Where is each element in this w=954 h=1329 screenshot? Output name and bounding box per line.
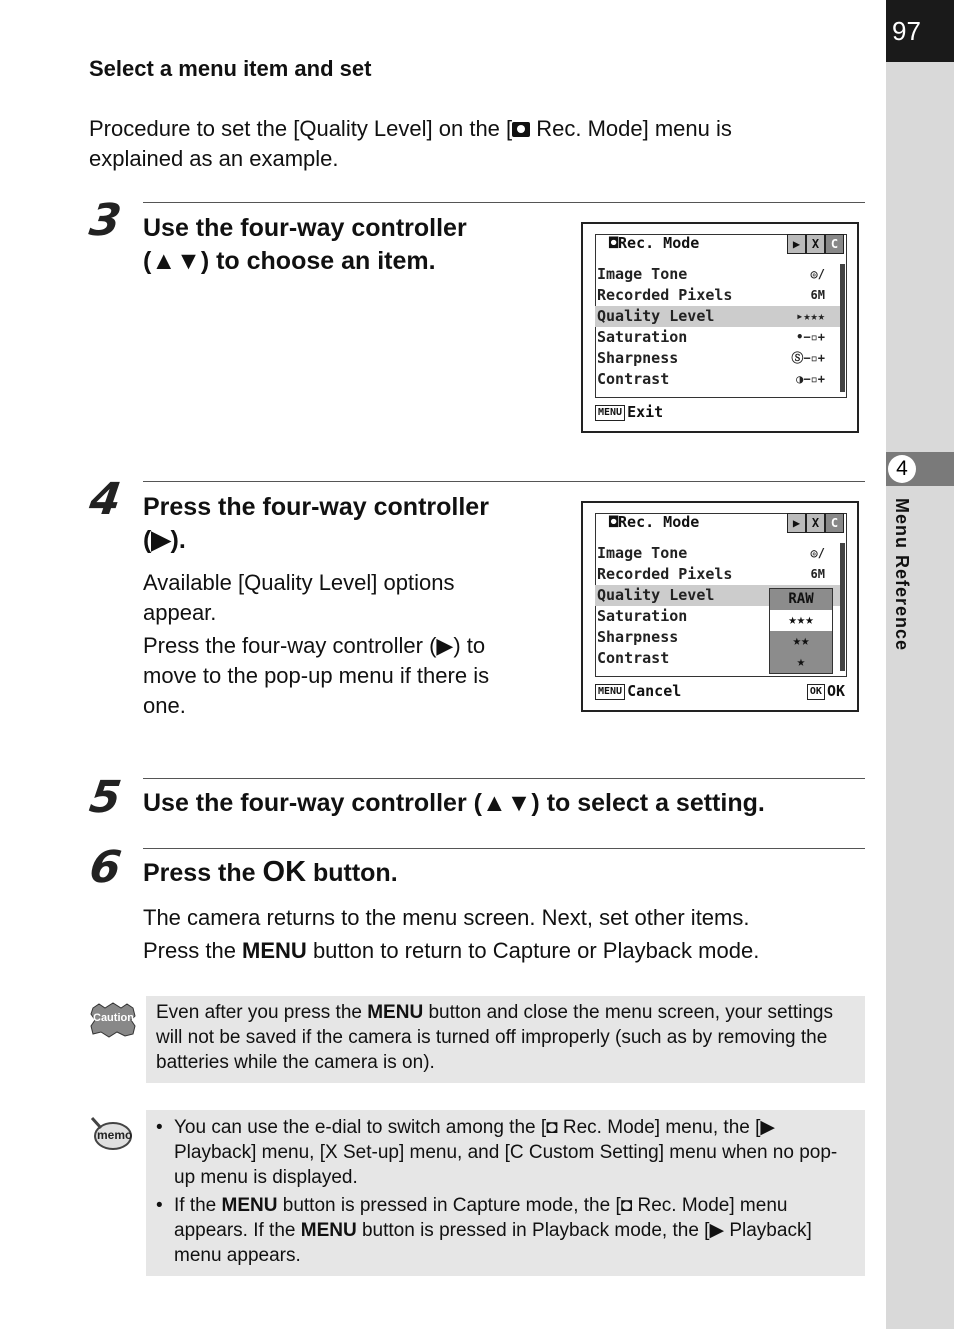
- popup-option: ★★: [792, 633, 810, 649]
- lcd-tabs: [787, 234, 844, 254]
- lcd-scrollbar: [840, 543, 845, 671]
- step-4-title: [143, 491, 489, 557]
- menu-label: MENU: [221, 1195, 278, 1216]
- popup-option: RAW: [788, 591, 814, 607]
- lcd-item: Sharpness: [597, 628, 679, 646]
- menu-label: MENU: [367, 1002, 424, 1023]
- lcd-item: Contrast: [597, 649, 670, 667]
- step-4-para-2: Press the four-way controller (▶) to move to the pop-up menu if there is one.: [143, 633, 490, 718]
- step-number-5: 5: [86, 772, 125, 823]
- page-number: 97: [886, 0, 954, 62]
- caution-text: Even after you press the MENU button and close the menu screen, your settings will not be saved if the camera is turned off improperly (such as by removing the batteries while the camera is on).: [156, 1002, 833, 1073]
- side-margin-bar: [886, 0, 954, 1329]
- chapter-number: 4: [888, 455, 916, 483]
- step-divider: [143, 481, 865, 482]
- setup-tab-icon: X: [806, 234, 825, 254]
- lcd-item: Sharpness Ⓢ−▫+: [597, 349, 825, 367]
- menu-label: MENU: [300, 1220, 357, 1241]
- quality-popup-menu: [769, 588, 833, 674]
- popup-option-selected: ★★★: [770, 610, 832, 631]
- step-number-6: 6: [86, 842, 125, 893]
- step-4-para-1: Available [Quality Level] options appear.: [143, 570, 455, 625]
- step-4-title-line2: (▶).: [143, 526, 186, 554]
- menu-button-icon: MENU: [595, 405, 625, 421]
- intro-paragraph: [89, 114, 829, 174]
- step-5-title: Use the four-way controller (▲▼) to select a setting.: [143, 789, 765, 817]
- step-6-para-1: The camera returns to the menu screen. Next, set other items.: [143, 905, 750, 930]
- playback-tab-icon: ▶: [787, 234, 806, 254]
- lcd-item: Saturation •−▫+: [597, 328, 825, 346]
- lcd-title: ◘Rec. Mode: [609, 234, 700, 252]
- memo-bullet: • You can use the e-dial to switch among the [◘ Rec. Mode] menu, the [▶ Playback] menu, [X Set-up] menu, and [C Custom Setting] menu when no pop-up menu is displayed.: [156, 1117, 838, 1188]
- lcd-footer: MENU Cancel: [595, 682, 681, 700]
- camera-icon: [512, 122, 530, 137]
- menu-label: MENU: [242, 938, 307, 963]
- step-divider: [143, 202, 865, 203]
- lcd-tabs: [787, 513, 844, 533]
- memo-bullet: • If the MENU button is pressed in Capture mode, the [◘ Rec. Mode] menu appears. If the MENU button is pressed in Playback mode, the [▶ Playback] menu appears.: [156, 1195, 812, 1266]
- camera-menu-screen-1: [581, 222, 859, 433]
- step-3-title-line2: (▲▼) to choose an item.: [143, 247, 436, 275]
- step-3-title: [143, 212, 467, 278]
- playback-tab-icon: ▶: [787, 513, 806, 533]
- step-divider: [143, 778, 865, 779]
- ok-button-icon: OK: [807, 684, 825, 700]
- ok-label: OK: [262, 856, 307, 888]
- lcd-scrollbar: [840, 264, 845, 392]
- memo-icon: memo: [89, 1116, 133, 1152]
- step-6-title: Press the OK button.: [143, 856, 398, 888]
- lcd-item: Saturation: [597, 607, 688, 625]
- intro-text-2: Rec. Mode] menu is explained as an example.: [89, 116, 732, 171]
- lcd-title: ◘Rec. Mode: [609, 513, 700, 531]
- memo-box: [146, 1110, 865, 1276]
- lcd-item-selected: Quality Level: [595, 585, 843, 606]
- lcd-item: Contrast ◑−▫+: [597, 370, 825, 388]
- lcd-footer: MENU Exit: [595, 403, 663, 421]
- lcd-ok: OK OK: [807, 682, 845, 700]
- menu-button-icon: MENU: [595, 684, 625, 700]
- lcd-item: Recorded Pixels 6M: [597, 565, 825, 583]
- lcd-item: Image Tone ◎/: [597, 265, 825, 283]
- caution-icon: Caution: [89, 1002, 137, 1038]
- lcd-item: Recorded Pixels 6M: [597, 286, 825, 304]
- chapter-title: Menu Reference: [892, 498, 912, 652]
- custom-tab-icon: C: [825, 513, 844, 533]
- lcd-item-selected: Quality Level ▸★★★: [595, 306, 843, 327]
- camera-menu-screen-2: [581, 501, 859, 712]
- step-6-para-2: Press the MENU button to return to Capture or Playback mode.: [143, 938, 760, 963]
- step-number-4: 4: [86, 474, 125, 525]
- step-3-title-line1: Use the four-way controller: [143, 214, 467, 242]
- popup-option: ★: [796, 654, 806, 670]
- lcd-menu-list: [595, 264, 843, 390]
- section-heading: Select a menu item and set: [89, 56, 372, 81]
- step-divider: [143, 848, 865, 849]
- setup-tab-icon: X: [806, 513, 825, 533]
- lcd-item: Image Tone ◎/: [597, 544, 825, 562]
- memo-list: [146, 1110, 865, 1268]
- step-4-title-line1: Press the four-way controller: [143, 493, 489, 521]
- step-number-3: 3: [86, 195, 125, 246]
- caution-box: [146, 996, 865, 1083]
- custom-tab-icon: C: [825, 234, 844, 254]
- intro-text-1: Procedure to set the [Quality Level] on the [: [89, 116, 513, 141]
